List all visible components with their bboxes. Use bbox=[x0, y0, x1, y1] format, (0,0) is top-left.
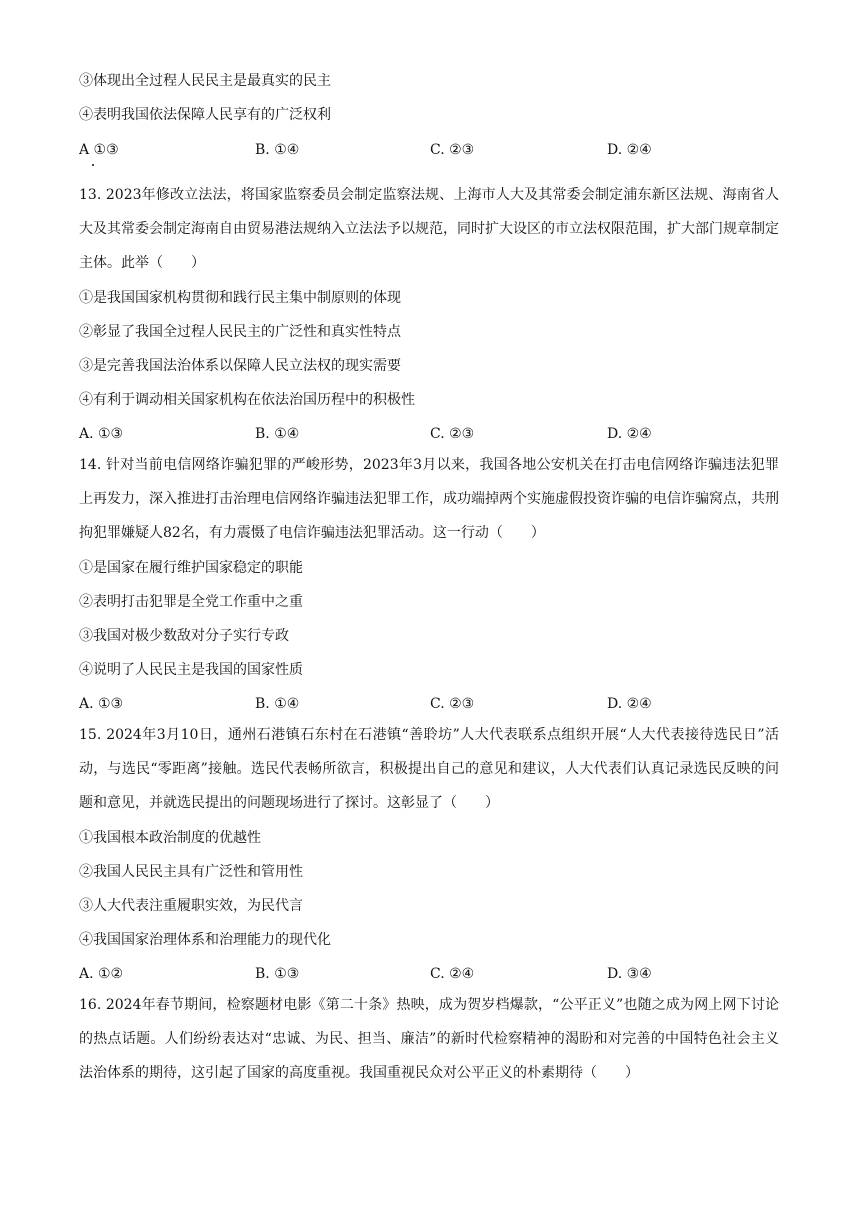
q14-option-d: D. ②④ bbox=[607, 696, 652, 712]
q14-statement-1: ①是国家在履行维护国家稳定的职能 bbox=[79, 560, 303, 576]
q15-statement-1: ①我国根本政治制度的优越性 bbox=[79, 830, 261, 846]
q14-options-row bbox=[79, 694, 779, 714]
q13-option-b: B. ①④ bbox=[255, 426, 300, 442]
q13-options-row bbox=[79, 424, 779, 444]
q13-option-c: C. ②③ bbox=[430, 426, 475, 442]
option-b: B. ①④ bbox=[255, 142, 300, 158]
q14-option-b: B. ①④ bbox=[255, 696, 300, 712]
q13-statement-2: ②彰显了我国全过程人民民主的广泛性和真实性特点 bbox=[79, 324, 401, 340]
q13-statement-1: ①是我国国家机构贯彻和践行民主集中制原则的体现 bbox=[79, 290, 401, 306]
question-15-stem: 15. 2024年3月10日，通州石港镇石东村在石港镇“善聆坊”人大代表联系点组织开展“人大代表接待选民日”活动，与选民“零距离”接触。选民代表畅所欲言，积极提出自己的意见和建议，人大代表们认真记录选民反映的问题和意见，并就选民提出的问题现场进行了探讨。这彰显了（ ） bbox=[79, 727, 779, 811]
q15-option-a: A. ①② bbox=[79, 966, 124, 982]
options-row bbox=[79, 140, 779, 160]
statement-4: ④表明我国依法保障人民享有的广泛权利 bbox=[79, 107, 331, 123]
q15-statement-4: ④我国国家治理体系和治理能力的现代化 bbox=[79, 932, 331, 948]
question-13-stem: 13. 2023年修改立法法，将国家监察委员会制定监察法规、上海市人大及其常委会制定浦东新区法规、海南省人大及其常委会制定海南自由贸易港法规纳入立法法予以规范，同时扩大设区的市立法权限范围，扩大部门规章制定主体。此举（ ） bbox=[79, 187, 779, 271]
q14-option-c: C. ②③ bbox=[430, 696, 475, 712]
q13-option-d: D. ②④ bbox=[607, 426, 652, 442]
q15-statement-3: ③人大代表注重履职实效，为民代言 bbox=[79, 898, 303, 914]
question-14-stem: 14. 针对当前电信网络诈骗犯罪的严峻形势，2023年3月以来，我国各地公安机关在打击电信网络诈骗违法犯罪上再发力，深入推进打击治理电信网络诈骗违法犯罪工作，成功端掉两个实施虚假投资诈骗的电信诈骗窝点，共刑拘犯罪嫌疑人82名，有力震慑了电信诈骗违法犯罪活动。这一行动（ ） bbox=[79, 457, 779, 541]
statement-3: ③体现出全过程人民民主是最真实的民主 bbox=[79, 73, 331, 89]
question-16-stem: 16. 2024年春节期间，检察题材电影《第二十条》热映，成为贺岁档爆款，“公平正义”也随之成为网上网下讨论的热点话题。人们纷纷表达对“忠诚、为民、担当、廉洁”的新时代检察精神的渴盼和对完善的中国特色社会主义法治体系的期待，这引起了国家的高度重视。我国重视民众对公平正义的朴素期待（ ） bbox=[79, 997, 779, 1081]
q14-statement-2: ②表明打击犯罪是全党工作重中之重 bbox=[79, 594, 303, 610]
option-c: C. ②③ bbox=[430, 142, 475, 158]
q15-option-b: B. ①③ bbox=[255, 966, 300, 982]
q13-statement-3: ③是完善我国法治体系以保障人民立法权的现实需要 bbox=[79, 358, 401, 374]
option-a: A ①③ bbox=[79, 142, 119, 158]
q13-statement-4: ④有利于调动相关国家机构在依法治国历程中的积极性 bbox=[79, 392, 415, 408]
q15-statement-2: ②我国人民民主具有广泛性和管用性 bbox=[79, 864, 303, 880]
q15-options-row bbox=[79, 964, 779, 984]
stray-dot bbox=[92, 164, 94, 166]
q14-statement-3: ③我国对极少数敌对分子实行专政 bbox=[79, 628, 289, 644]
q15-option-d: D. ③④ bbox=[607, 966, 652, 982]
q14-statement-4: ④说明了人民民主是我国的国家性质 bbox=[79, 662, 303, 678]
q15-option-c: C. ②④ bbox=[430, 966, 475, 982]
option-d: D. ②④ bbox=[607, 142, 652, 158]
q13-option-a: A. ①③ bbox=[79, 426, 124, 442]
q14-option-a: A. ①③ bbox=[79, 696, 124, 712]
